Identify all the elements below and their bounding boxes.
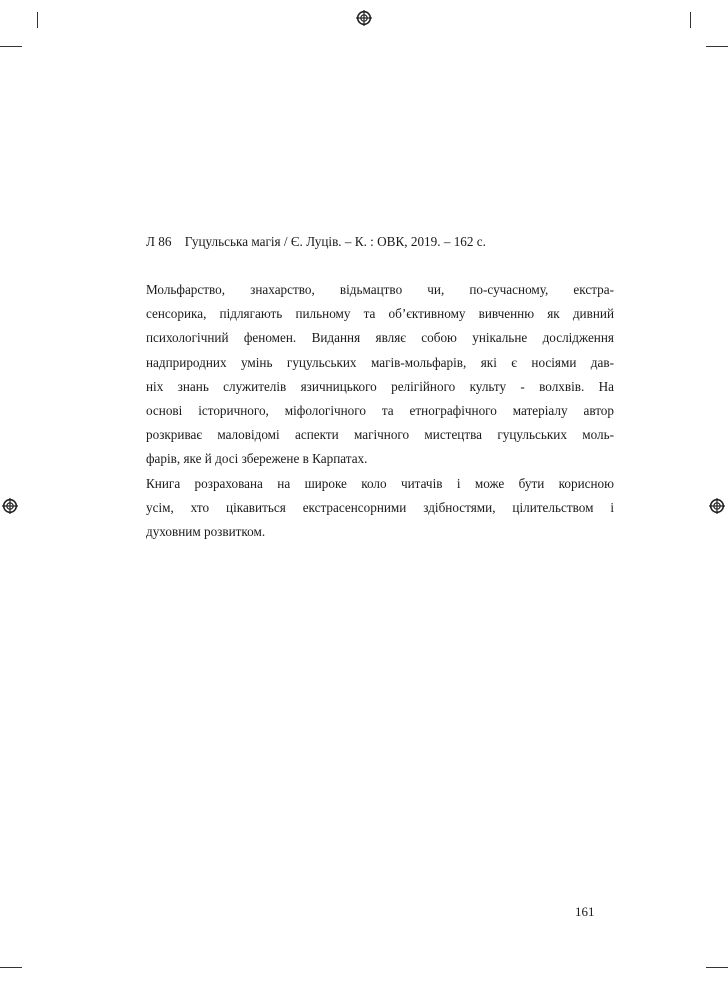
text-line: розкриває маловідомі аспекти магічного мистецтва гуцульських моль-: [146, 427, 614, 443]
crop-mark-bottom-left-horizontal: [0, 967, 22, 968]
registration-mark-top-icon: [356, 10, 372, 26]
text-line: надприродних умінь гуцульських магів-мольфарів, які є носіями дав-: [146, 354, 614, 370]
text-line: усім, хто цікавиться екстрасенсорними здібностями, цілительством і: [146, 499, 614, 515]
text-line: сенсорика, підлягають пильному та об’єктивному вивченню як дивний: [146, 306, 614, 322]
catalog-entry: [146, 234, 616, 250]
annotation-text: [146, 278, 614, 544]
crop-mark-top-left-horizontal: [0, 46, 22, 47]
text-line: ніх знань служителів язичницького релігійного культу - волхвів. На: [146, 378, 614, 394]
catalog-text: Гуцульська магія / Є. Луців. – К. : ОВК, 2019. – 162 с.: [184, 234, 486, 249]
crop-mark-top-right-horizontal: [706, 46, 728, 47]
text-line: духовним розвитком.: [146, 524, 266, 540]
text-line: психологічний феномен. Видання являє собою унікальне дослідження: [146, 330, 614, 346]
catalog-code: Л 86: [146, 234, 172, 249]
registration-mark-left-icon: [2, 498, 18, 514]
text-line: Книга розрахована на широке коло читачів і може бути корисною: [146, 475, 614, 491]
text-line: основі історичного, міфологічного та етнографічного матеріалу автор: [146, 403, 614, 419]
crop-mark-top-left-vertical: [37, 12, 38, 28]
text-line: фарів, яке й досі збережене в Карпатах.: [146, 451, 368, 467]
registration-mark-right-icon: [709, 498, 725, 514]
crop-mark-bottom-right-horizontal: [706, 967, 728, 968]
crop-mark-top-right-vertical: [690, 12, 691, 28]
page-number: 161: [575, 904, 595, 919]
text-line: Мольфарство, знахарство, відьмацтво чи, по-сучасному, екстра-: [146, 282, 614, 297]
